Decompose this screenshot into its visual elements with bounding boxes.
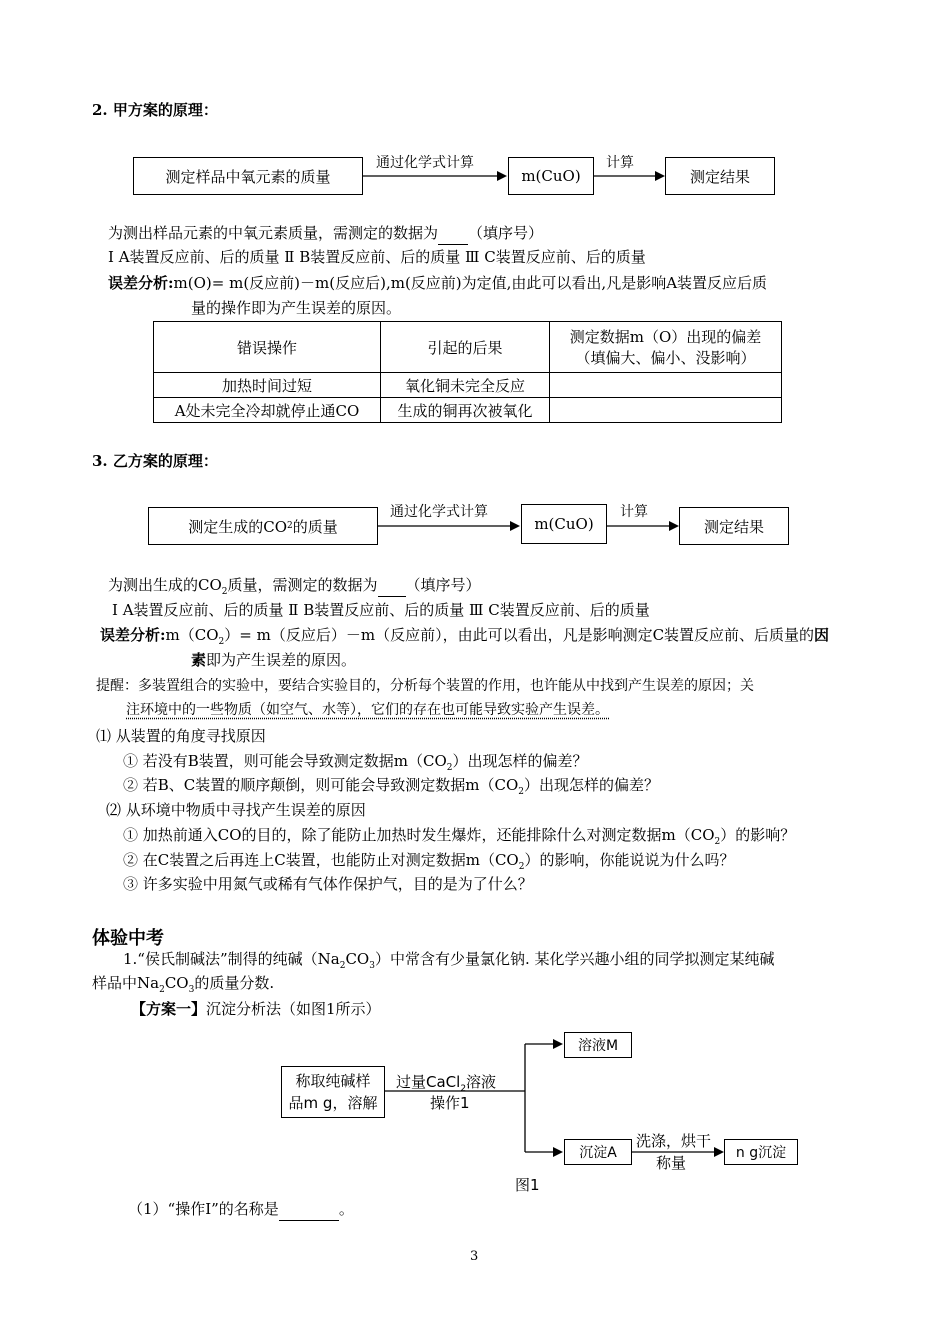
- fig-box-solution: 溶液M: [564, 1032, 632, 1058]
- table-cell: 生成的铜再次被氧化: [381, 398, 550, 423]
- table-cell: 加热时间过短: [154, 373, 381, 398]
- fig-arrow-label: 称量: [656, 1154, 687, 1172]
- fig-arrow: [632, 1144, 726, 1160]
- question-item: ① 加热前通入CO的目的，除了能防止加热时发生爆炸，还能排除什么对测定数据$m(CO_2)$的影响？: [123, 826, 796, 847]
- flow-box-result: 测定结果: [665, 157, 775, 195]
- answer-blank[interactable]: [378, 574, 406, 597]
- flow-box-result: 测定结果: [679, 507, 789, 545]
- table-cell: A处未完全冷却就停止通CO: [154, 398, 381, 423]
- error-analysis: 误差分析$:m(CO_2)= m$（反应后）－m（反应前），由此可以看出，凡是影响测定C装置反应前、后质量的因: [100, 626, 830, 647]
- page-number: 3: [470, 1249, 479, 1264]
- subsection-title: ⑵ 从环境中物质中寻找产生误差的原因: [106, 801, 366, 819]
- flow-box-cuo: m(CuO): [508, 157, 594, 195]
- question-item: ② 在C装置之后再连上C装置，也能防止对测定数据$m(CO_2)$的影响，你能说说为什么吗？: [123, 851, 735, 872]
- exam-question: 1.“侯氏制碱法”制得的纯碱$(Na_2CO_3)$中常含有少量氯化钠. 某化学兴趣小组的同学拟测定某纯碱: [123, 950, 775, 971]
- error-analysis-cont: 量的操作即为产生误差的原因。: [191, 299, 402, 317]
- table-row: [154, 398, 782, 423]
- error-analysis: 误差分析:m(O)= m(反应前)－m(反应后),m(反应前)为定值,由此可以看出,凡是影响A装置反应后质: [108, 274, 768, 292]
- answer-cell[interactable]: [550, 398, 782, 423]
- options-line: Ⅰ A装置反应前、后的质量 Ⅱ B装置反应前、后的质量 Ⅲ C装置反应前、后的质量: [112, 601, 650, 619]
- section2-heading: 2. 甲方案的原理：: [92, 101, 218, 119]
- fig-arrow-label: 过量CaCl$_2$溶液: [396, 1073, 497, 1094]
- section3-heading: 3. 乙方案的原理：: [92, 452, 218, 470]
- question-item: ③ 许多实验中用氮气或稀有气体作保护气，目的是为了什么？: [123, 875, 533, 893]
- flow-arrow: [363, 168, 508, 184]
- flow-box-oxygen-mass: 测定样品中氧元素的质量: [133, 157, 363, 195]
- fig-caption: 图1: [515, 1176, 540, 1194]
- table-header: 引起的后果: [381, 322, 550, 373]
- subsection-title: ⑴ 从装置的角度寻找原因: [96, 727, 266, 745]
- question-line: 为测出样品元素的中氧元素质量，需测定的数据为 （填序号）: [108, 222, 543, 245]
- fig-box-sample: 称取纯碱样 品m g，溶解: [281, 1066, 385, 1118]
- table-header: 测定数据m（O）出现的偏差 （填偏大、偏小、没影响）: [550, 322, 782, 373]
- options-line: Ⅰ A装置反应前、后的质量 Ⅱ B装置反应前、后的质量 Ⅲ C装置反应前、后的质量: [108, 248, 646, 266]
- flow-arrow-label: 通过化学式计算: [376, 155, 474, 171]
- flow-arrow-label: 通过化学式计算: [390, 504, 488, 520]
- question-item: ② 若B、C装置的顺序颠倒，则可能会导致测定数据$m(CO_2)$出现怎样的偏差？: [123, 776, 660, 797]
- table-header: 错误操作: [154, 322, 381, 373]
- flow-box-cuo: m(CuO): [521, 504, 607, 544]
- flow-arrow: [378, 518, 523, 534]
- flow-arrow: [594, 168, 666, 184]
- answer-blank[interactable]: [279, 1198, 339, 1221]
- tip-line: 提醒：多装置组合的实验中，要结合实验目的，分析每个装置的作用，也许能从中找到产生误差的原因；关: [96, 678, 754, 694]
- flow-arrow-label: 计算: [606, 155, 634, 171]
- table-row: [154, 373, 782, 398]
- exam-title: 体验中考: [92, 928, 164, 949]
- table-cell: 氧化铜未完全反应: [381, 373, 550, 398]
- answer-blank[interactable]: [438, 222, 468, 245]
- flow-arrow-label: 计算: [620, 504, 648, 520]
- answer-cell[interactable]: [550, 373, 782, 398]
- error-analysis-cont: 素即为产生误差的原因。: [191, 651, 357, 669]
- fig-box-precipitate: 沉淀A: [564, 1139, 632, 1165]
- fig-arrow-label: 操作1: [430, 1094, 470, 1112]
- plan-heading: 【方案一】沉淀分析法（如图1所示）: [131, 1000, 381, 1018]
- fig-arrow-label: 洗涤，烘干: [636, 1132, 712, 1150]
- tip-line: 注环境中的一些物质（如空气、水等），它们的存在也可能导致实验产生误差。: [126, 702, 609, 718]
- flow-box-co2-mass: 测定生成的CO 2 的质量: [148, 507, 378, 545]
- sub-question: （1）“操作Ⅰ”的名称是 。: [128, 1198, 354, 1221]
- error-table: [153, 321, 782, 423]
- exam-question-cont: 样品中$Na_2CO_3$的质量分数.: [92, 974, 275, 995]
- fig-box-final: n g沉淀: [724, 1139, 798, 1165]
- question-line: 为测出生成的$CO_2$质量，需测定的数据为 （填序号）: [108, 576, 481, 597]
- flow-arrow: [607, 518, 681, 534]
- fig-branch-arrows: [385, 1032, 565, 1162]
- question-item: ① 若没有B装置，则可能会导致测定数据$m(CO_2)$出现怎样的偏差？: [123, 752, 588, 773]
